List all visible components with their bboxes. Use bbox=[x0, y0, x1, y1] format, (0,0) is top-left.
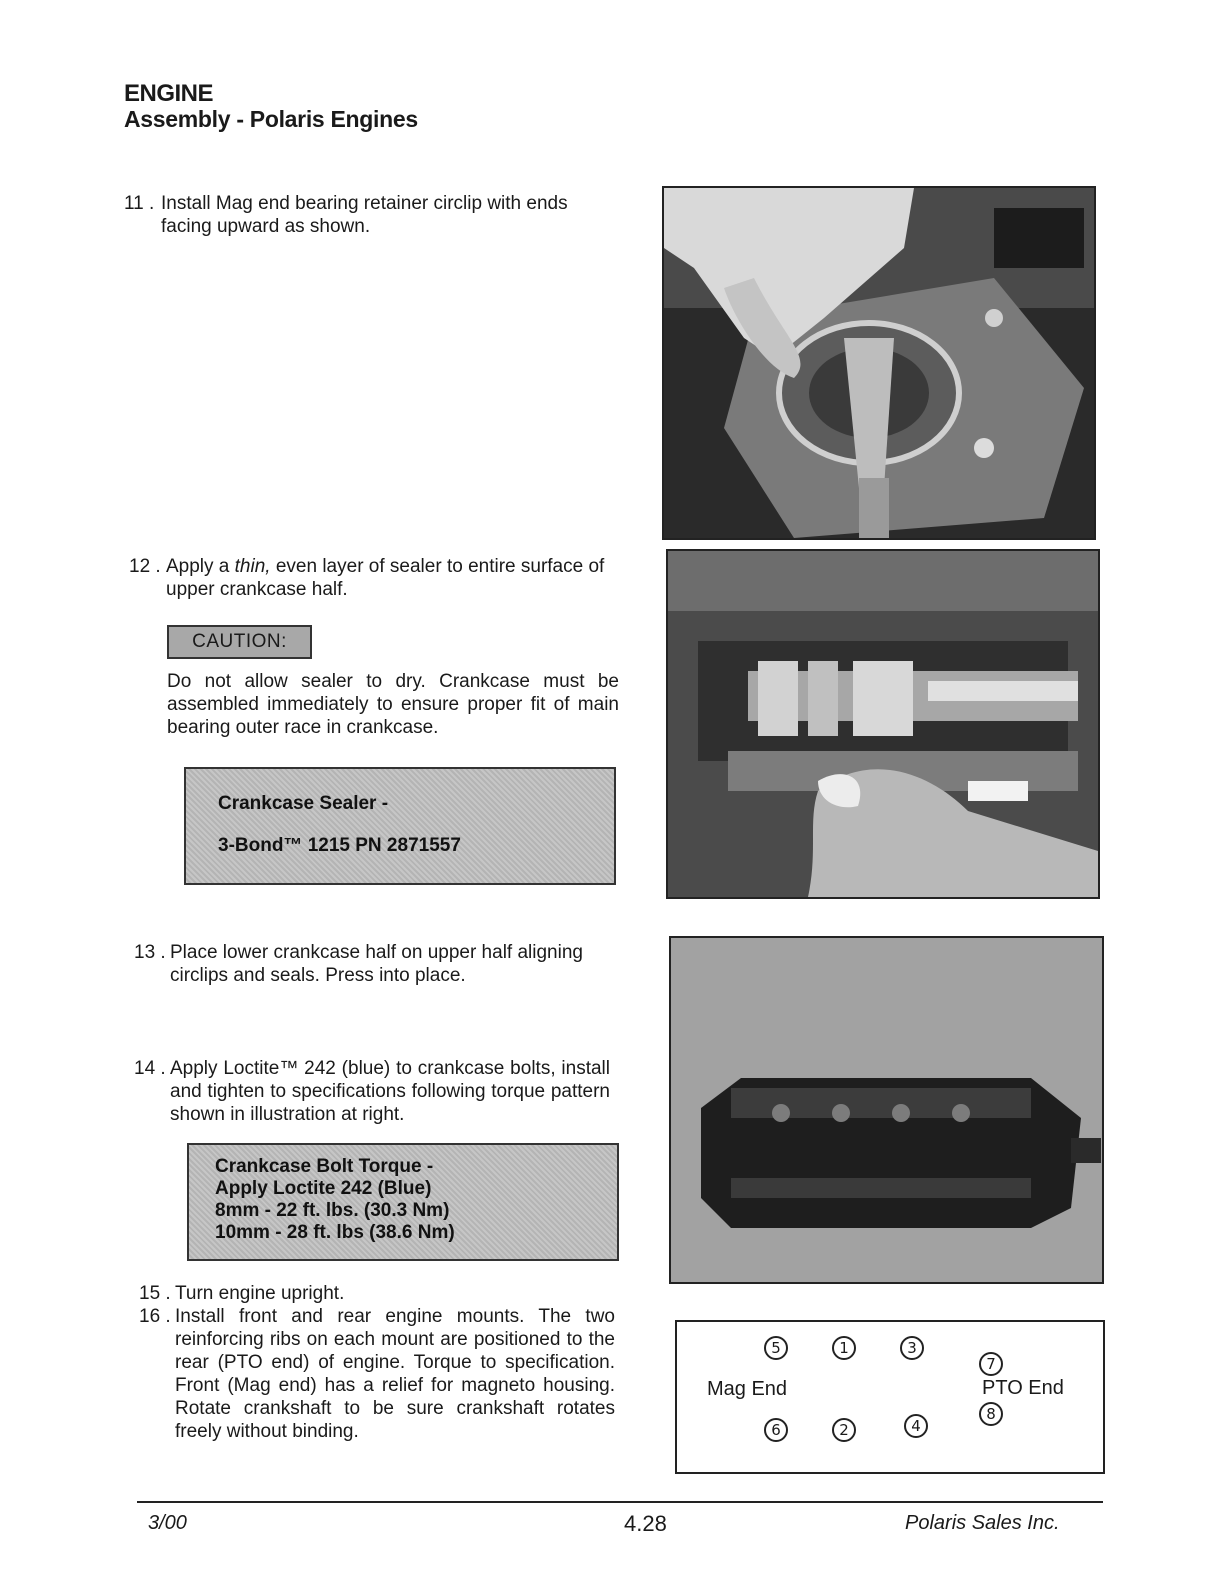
step-text: Place lower crankcase half on upper half aligning circlips and seals. Press into place. bbox=[170, 942, 583, 986]
torque-pattern-diagram bbox=[675, 1320, 1105, 1474]
step-15 bbox=[139, 1282, 619, 1306]
torque-title: Crankcase Bolt Torque - bbox=[215, 1156, 434, 1177]
photo-crankcase-image bbox=[671, 938, 1102, 1282]
step-number: 16 . bbox=[139, 1306, 171, 1327]
torque-spec-box bbox=[187, 1143, 619, 1261]
step-number: 11 . bbox=[124, 193, 155, 214]
caution-text: Do not allow sealer to dry. Crankcase must be assembled immediately to ensure proper fit of main bearing outer race in crankcase. bbox=[167, 671, 619, 738]
photo-circlip-install bbox=[662, 186, 1096, 540]
bolt-number: 6 bbox=[764, 1418, 788, 1442]
caution-label: CAUTION: bbox=[167, 625, 312, 659]
bolt-number: 3 bbox=[900, 1336, 924, 1360]
step-text: Install front and rear engine mounts. The two reinforcing ribs on each mount are positioned to the rear (PTO end) of engine. Torque to specification. Front (Mag end) has a relief for magneto housing. Rotate crankshaft to be sure crankshaft rotates freely without binding. bbox=[175, 1306, 615, 1442]
step-number: 14 . bbox=[134, 1058, 166, 1079]
step-text: Turn engine upright. bbox=[175, 1283, 345, 1304]
bolt-number: 1 bbox=[832, 1336, 856, 1360]
step-14 bbox=[134, 1057, 614, 1129]
step-12 bbox=[129, 555, 609, 605]
photo-circlip-image bbox=[664, 188, 1094, 538]
footer-rule bbox=[137, 1501, 1103, 1503]
step-number: 13 . bbox=[134, 942, 166, 963]
step-text: Apply a thin, even layer of sealer to entire surface of upper crankcase half. bbox=[166, 556, 605, 600]
torque-10mm: 10mm - 28 ft. lbs (38.6 Nm) bbox=[215, 1222, 455, 1243]
step-number: 12 . bbox=[129, 556, 161, 577]
bolt-number: 2 bbox=[832, 1418, 856, 1442]
step-11 bbox=[124, 192, 604, 242]
bolt-number: 7 bbox=[979, 1352, 1003, 1376]
step-text: Install Mag end bearing retainer circlip with ends facing upward as shown. bbox=[161, 193, 568, 237]
photo-sealer-image bbox=[668, 551, 1098, 897]
step-13 bbox=[134, 941, 614, 991]
torque-8mm: 8mm - 22 ft. lbs. (30.3 Nm) bbox=[215, 1200, 450, 1221]
bolt-number: 8 bbox=[979, 1402, 1003, 1426]
sealer-title: Crankcase Sealer - bbox=[218, 793, 389, 814]
section-title: ENGINE bbox=[124, 80, 214, 107]
pto-end-label: PTO End bbox=[982, 1377, 1064, 1399]
sealer-spec-box bbox=[184, 767, 616, 885]
step-number: 15 . bbox=[139, 1283, 171, 1304]
page-subtitle: Assembly - Polaris Engines bbox=[124, 106, 418, 132]
bolt-number: 5 bbox=[764, 1336, 788, 1360]
step-text: Apply Loctite™ 242 (blue) to crankcase bolts, install and tighten to specifications following torque pattern shown in illustration at right. bbox=[170, 1058, 610, 1125]
photo-applying-sealer bbox=[666, 549, 1100, 899]
footer-date: 3/00 bbox=[148, 1512, 187, 1534]
step-16 bbox=[139, 1305, 619, 1445]
footer-company: Polaris Sales Inc. bbox=[905, 1512, 1060, 1534]
page-number: 4.28 bbox=[624, 1511, 667, 1536]
torque-loctite: Apply Loctite 242 (Blue) bbox=[215, 1178, 432, 1199]
bolt-number: 4 bbox=[904, 1414, 928, 1438]
photo-assembled-crankcase bbox=[669, 936, 1104, 1284]
sealer-part-number: 3-Bond™ 1215 PN 2871557 bbox=[218, 835, 461, 856]
mag-end-label: Mag End bbox=[707, 1378, 788, 1400]
